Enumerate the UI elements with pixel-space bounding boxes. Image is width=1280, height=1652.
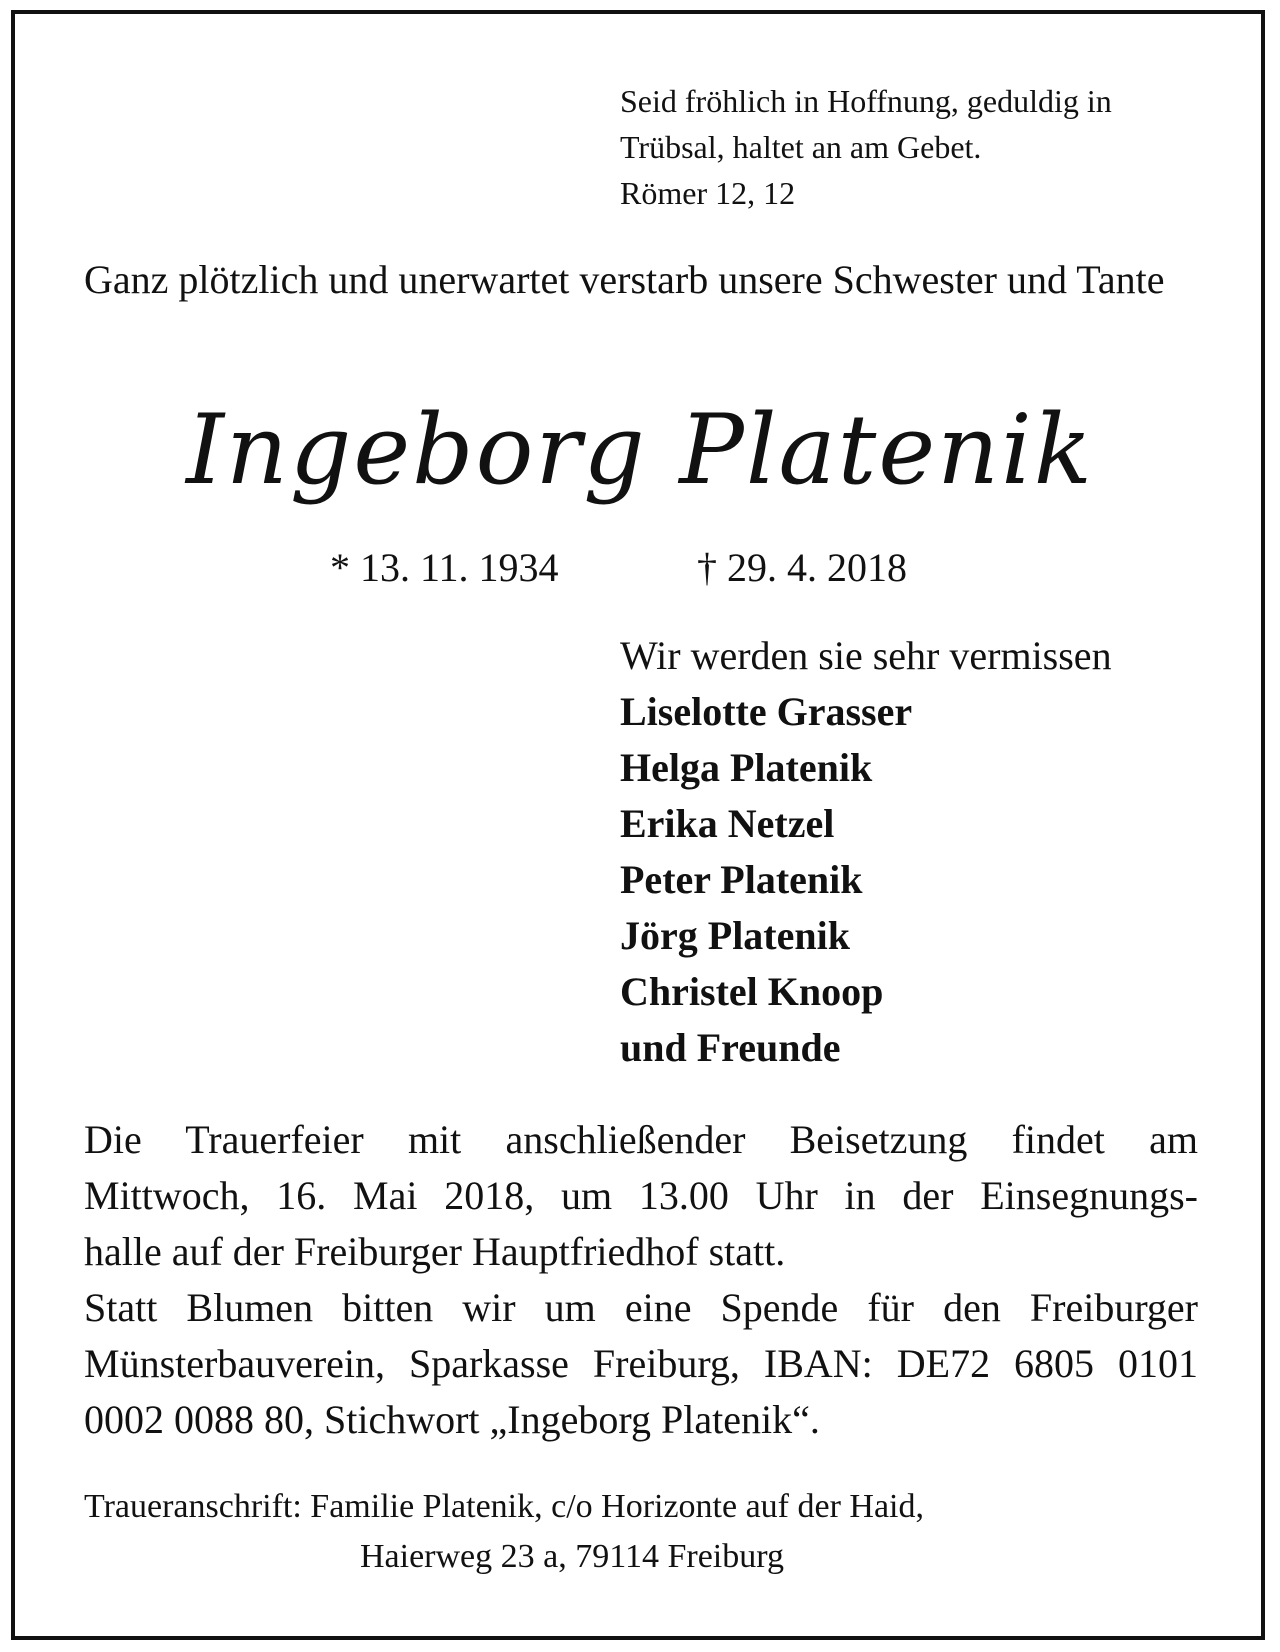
mourner-name: Christel Knoop	[620, 969, 884, 1014]
intro-text: Ganz plötzlich und unerwartet verstarb unsere Schwester und Tante	[84, 257, 1165, 302]
mourning-address	[84, 1482, 1198, 1582]
info-line: 0002 0088 80, Stichwort „Ingeborg Platenik“.	[84, 1397, 820, 1442]
mourner-name: Erika Netzel	[620, 801, 835, 846]
verse-line: Trübsal, haltet an am Gebet.	[620, 129, 982, 165]
deceased-name: Ingeborg Platenik	[186, 394, 1094, 506]
address-line: Haierweg 23 a, 79114 Freiburg	[360, 1538, 784, 1575]
birth-date: * 13. 11. 1934	[330, 545, 559, 590]
address-line: Traueranschrift: Familie Platenik, c/o Horizonte auf der Haid,	[84, 1488, 925, 1525]
mourner-name: Helga Platenik	[620, 745, 873, 790]
info-line: Die Trauerfeier mit anschließender Beisetzung findet am	[84, 1117, 1198, 1162]
death-date: † 29. 4. 2018	[697, 545, 907, 590]
mourner-name: Liselotte Grasser	[620, 689, 913, 734]
mourner-name: Jörg Platenik	[620, 913, 850, 958]
info-line: Münsterbauverein, Sparkasse Freiburg, IBAN: DE72 6805 0101	[84, 1341, 1198, 1386]
mourners-lead: Wir werden sie sehr vermissen	[620, 633, 1112, 678]
verse-reference: Römer 12, 12	[620, 175, 796, 211]
info-line: halle auf der Freiburger Hauptfriedhof statt.	[84, 1229, 786, 1274]
mourners-block	[620, 628, 1220, 1076]
mourner-name: Peter Platenik	[620, 857, 863, 902]
funeral-info	[84, 1112, 1198, 1448]
bible-verse	[620, 78, 1200, 216]
info-line: Mittwoch, 16. Mai 2018, um 13.00 Uhr in der Einsegnungs-	[84, 1173, 1198, 1218]
info-line: Statt Blumen bitten wir um eine Spende für den Freiburger	[84, 1285, 1198, 1330]
verse-line: Seid fröhlich in Hoffnung, geduldig in	[620, 83, 1112, 119]
mourner-name: und Freunde	[620, 1025, 841, 1070]
